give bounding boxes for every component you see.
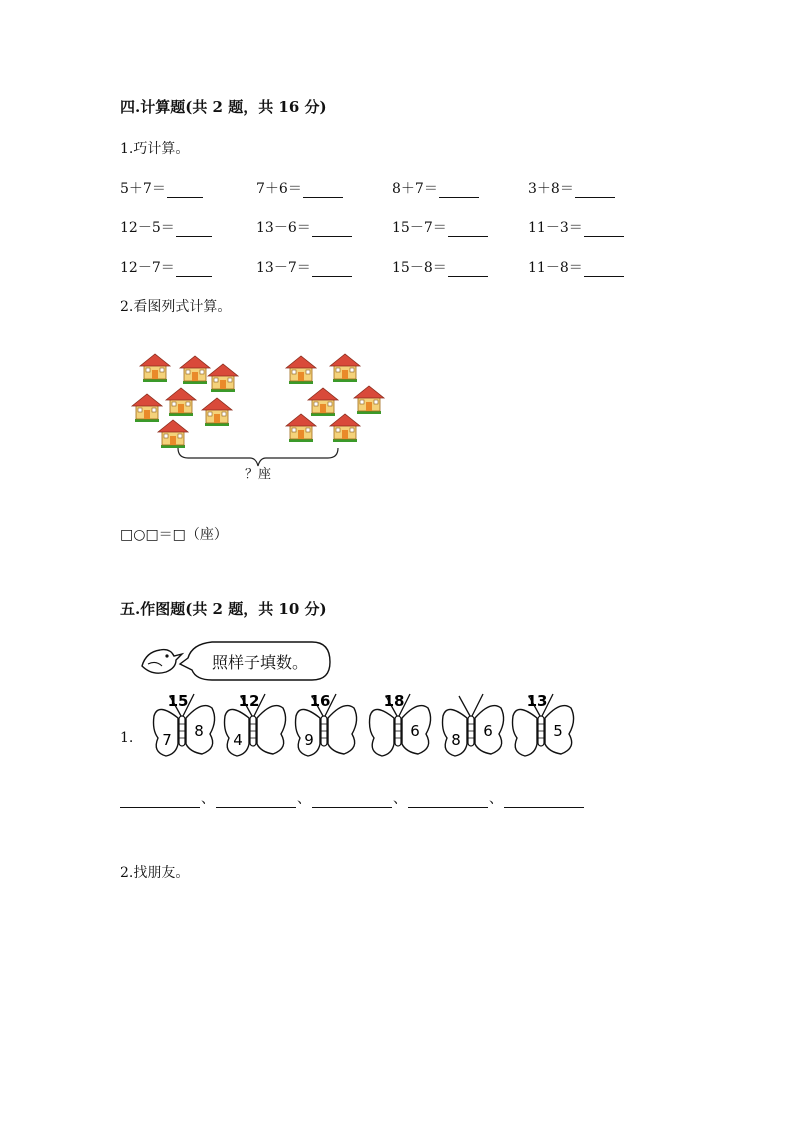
- section-5-heading: 五.作图题(共 2 题，共 10 分): [120, 600, 327, 618]
- house-icon: [330, 354, 360, 382]
- house-icon: [308, 388, 338, 416]
- formula-line: □○□＝□（座）: [120, 527, 228, 543]
- equation-text: 7＋6＝: [256, 181, 302, 197]
- house-icon: [140, 354, 170, 382]
- house-icon: [330, 414, 360, 442]
- house-icon: [132, 394, 162, 422]
- equation-item: [392, 178, 479, 198]
- equation-text: 11－8＝: [528, 260, 583, 276]
- house-icon: [202, 398, 232, 426]
- answer-blank[interactable]: [303, 183, 343, 198]
- butterfly-top-number: 13: [526, 692, 548, 710]
- question-2-title: 2.看图列式计算。: [120, 299, 232, 315]
- answer-blank[interactable]: [120, 793, 200, 808]
- equation-text: 13－6＝: [256, 220, 311, 236]
- butterfly-top-number: 15: [167, 692, 189, 710]
- answer-blank[interactable]: [312, 793, 392, 808]
- section-5-question-2-title: 2.找朋友。: [120, 865, 190, 881]
- butterfly-top-number: 16: [309, 692, 331, 710]
- house-icon: [158, 420, 188, 448]
- answer-blank[interactable]: [312, 262, 352, 277]
- equation-text: 13－7＝: [256, 260, 311, 276]
- butterfly-4: [370, 692, 431, 756]
- answer-blank[interactable]: [312, 222, 352, 237]
- equation-text: 12－5＝: [120, 220, 175, 236]
- equation-item: [120, 217, 212, 237]
- equation-item: [392, 217, 488, 237]
- equation-item: [392, 257, 488, 277]
- house-icon: [166, 388, 196, 416]
- equation-text: 11－3＝: [528, 220, 583, 236]
- separator: 、: [393, 791, 407, 807]
- section-4-heading: 四.计算题(共 2 题，共 16 分): [120, 98, 327, 116]
- answer-blank[interactable]: [504, 793, 584, 808]
- separator: 、: [201, 791, 215, 807]
- butterfly-3: [296, 692, 357, 756]
- separator: 、: [297, 791, 311, 807]
- house-icon: [180, 356, 210, 384]
- butterfly-5: [443, 694, 504, 756]
- answer-blank[interactable]: [176, 222, 212, 237]
- equation-text: 15－7＝: [392, 220, 447, 236]
- equation-item: [256, 178, 343, 198]
- answer-blank[interactable]: [216, 793, 296, 808]
- butterfly-left-number: 7: [162, 731, 172, 749]
- equation-text: 8＋7＝: [392, 181, 438, 197]
- question-1-title: 1.巧计算。: [120, 141, 190, 157]
- equation-item: [528, 257, 624, 277]
- equation-item: [528, 178, 615, 198]
- section-5-question-1-number: 1.: [120, 730, 134, 746]
- bubble-text: 照样子填数。: [211, 653, 309, 672]
- answer-blank[interactable]: [575, 183, 615, 198]
- house-icon: [208, 364, 238, 392]
- equation-item: [256, 257, 352, 277]
- answer-blank[interactable]: [448, 222, 488, 237]
- butterfly-left-number: 8: [451, 731, 461, 749]
- brace: [178, 448, 338, 466]
- butterfly-left-number: 9: [304, 731, 314, 749]
- house-icon: [354, 386, 384, 414]
- butterfly-6: [513, 692, 574, 756]
- houses-figure: [120, 340, 390, 485]
- bird-icon: [142, 650, 182, 674]
- butterfly-top-number: 12: [238, 692, 260, 710]
- house-icon: [286, 414, 316, 442]
- answer-blank[interactable]: [584, 222, 624, 237]
- house-icon: [286, 356, 316, 384]
- equation-text: 3＋8＝: [528, 181, 574, 197]
- separator: 、: [489, 791, 503, 807]
- answer-blank[interactable]: [448, 262, 488, 277]
- answer-blanks: [120, 788, 584, 808]
- equation-text: 5＋7＝: [120, 181, 166, 197]
- equation-item: [120, 178, 203, 198]
- butterfly-right-number: 5: [553, 722, 563, 740]
- answer-blank[interactable]: [167, 183, 203, 198]
- butterfly-1: [154, 692, 215, 756]
- butterfly-right-number: 8: [194, 722, 204, 740]
- equation-item: [528, 217, 624, 237]
- answer-blank[interactable]: [176, 262, 212, 277]
- equation-item: [256, 217, 352, 237]
- butterfly-right-number: 6: [410, 722, 420, 740]
- equation-item: [120, 257, 212, 277]
- answer-blank[interactable]: [408, 793, 488, 808]
- equation-text: 12－7＝: [120, 260, 175, 276]
- butterfly-2: [225, 692, 286, 756]
- answer-blank[interactable]: [439, 183, 479, 198]
- butterfly-right-number: 6: [483, 722, 493, 740]
- butterfly-left-number: 4: [233, 731, 243, 749]
- butterfly-top-number: 18: [383, 692, 405, 710]
- answer-blank[interactable]: [584, 262, 624, 277]
- equation-text: 15－8＝: [392, 260, 447, 276]
- butterfly-figure: [136, 634, 576, 769]
- figure-label: ？座: [244, 467, 272, 482]
